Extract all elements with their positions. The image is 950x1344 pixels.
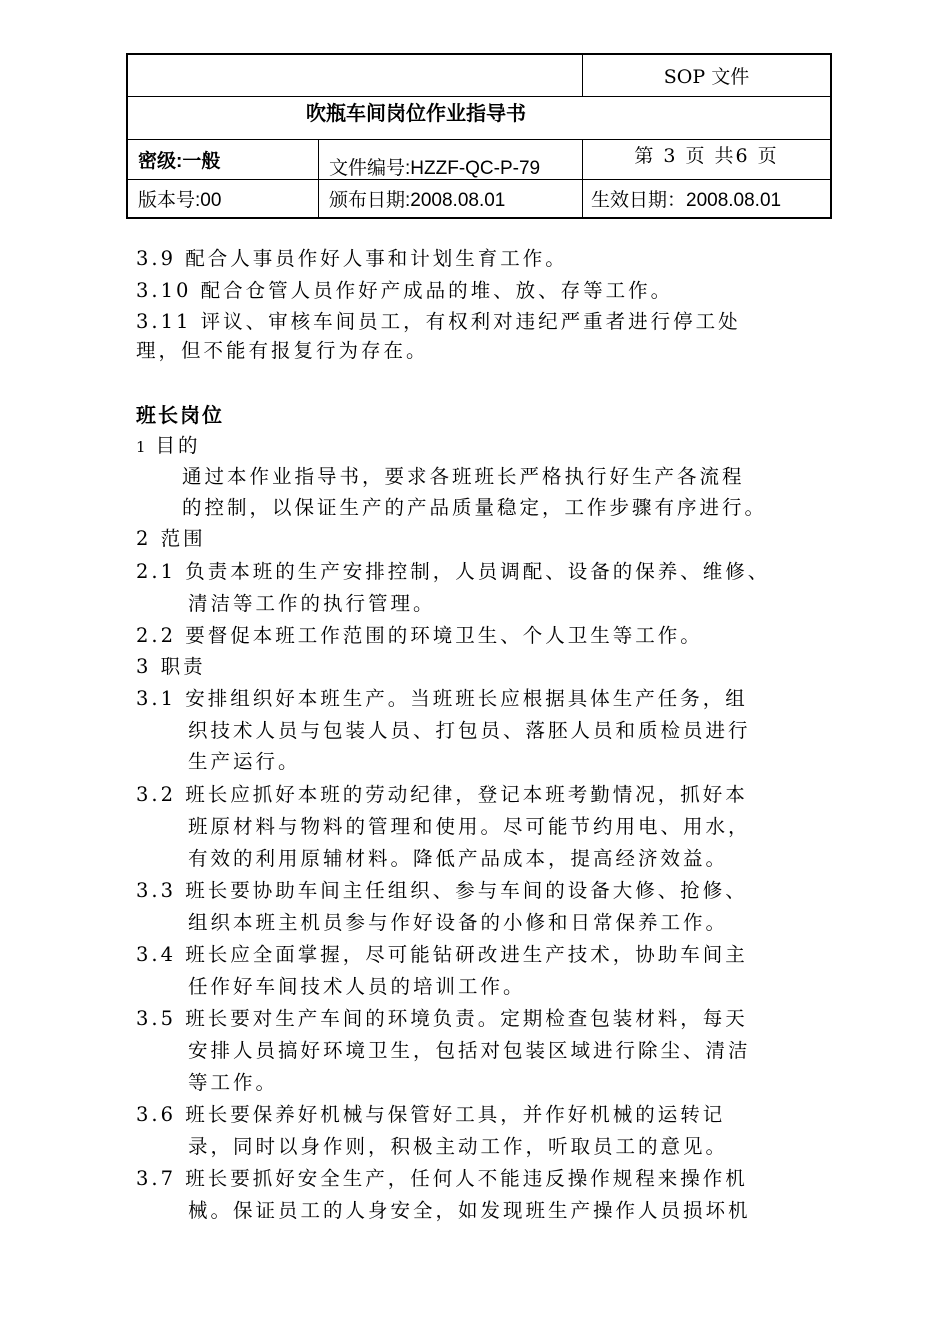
subsection-heading-duties: 3 职责 [136,655,206,678]
body-line: 清洁等工作的执行管理。 [188,592,436,615]
page-info: 第 3 页 共6 页 [582,139,830,179]
body-line: 3.10 配合仓管人员作好产成品的堆、放、存等工作。 [136,279,674,302]
body-line: 3.4 班长应全面掌握，尽可能钻研改进生产技术，协助车间主 [136,943,748,966]
body-line: 织技术人员与包装人员、打包员、落胚人员和质检员进行 [188,719,751,742]
effective-date: 生效日期：2008.08.01 [582,179,830,217]
body-line: 3.7 班长要抓好安全生产，任何人不能违反操作规程来操作机 [136,1167,748,1190]
body-line: 安排人员搞好环境卫生，包括对包装区域进行除尘、清洁 [188,1039,751,1062]
header-row-3 [128,139,830,180]
body-line: 有效的利用原辅材料。降低产品成本，提高经济效益。 [188,847,729,870]
subsection-number: 1 [136,438,146,456]
version-number: 版本号:00 [138,189,222,211]
subsection-heading-purpose [136,430,201,458]
body-line: 的控制，以保证生产的产品质量稳定，工作步骤有序进行。 [182,496,768,519]
body-line: 生产运行。 [188,750,301,773]
body-line: 理，但不能有报复行为存在。 [136,339,429,362]
body-line: 3.1 安排组织好本班生产。当班班长应根据具体生产任务，组 [136,687,748,710]
body-line: 班原材料与物料的管理和使用。尽可能节约用电、用水， [188,815,751,838]
body-line: 通过本作业指导书，要求各班班长严格执行好生产各流程 [182,465,745,488]
body-line: 械。保证员工的人身安全，如发现班生产操作人员损坏机 [188,1199,751,1222]
body-line: 2.2 要督促本班工作范围的环境卫生、个人卫生等工作。 [136,624,703,647]
subsection-title: 目的 [155,434,201,457]
document-header-table [126,53,832,219]
section-heading: 班长岗位 [136,403,224,427]
body-line: 3.6 班长要保养好机械与保管好工具，并作好机械的运转记 [136,1103,726,1126]
header-blank-cell [128,55,582,96]
header-row-4 [128,179,830,217]
document-number: 文件编号:HZZF-QC-P-79 [318,139,582,179]
sop-label: SOP 文件 [582,55,830,96]
subsection-heading-scope: 2 范围 [136,527,206,550]
body-line: 3.5 班长要对生产车间的环境负责。定期检查包装材料，每天 [136,1007,748,1030]
header-row-1 [128,55,830,97]
body-line: 3.2 班长应抓好本班的劳动纪律，登记本班考勤情况，抓好本 [136,783,748,806]
body-line: 3.9 配合人事员作好人事和计划生育工作。 [136,247,568,270]
body-line: 3.11 评议、审核车间员工，有权利对违纪严重者进行停工处 [136,310,741,333]
header-row-2 [128,96,830,140]
issue-date: 颁布日期:2008.08.01 [318,179,582,217]
body-line: 任作好车间技术人员的培训工作。 [188,975,526,998]
body-line: 录，同时以身作则，积极主动工作，听取员工的意见。 [188,1135,729,1158]
document-title: 吹瓶车间岗位作业指导书 [306,103,526,125]
body-line: 2.1 负责本班的生产安排控制，人员调配、设备的保养、维修、 [136,560,771,583]
body-line: 3.3 班长要协助车间主任组织、参与车间的设备大修、抢修、 [136,879,748,902]
body-line: 等工作。 [188,1071,279,1094]
body-line: 组织本班主机员参与作好设备的小修和日常保养工作。 [188,911,729,934]
security-level: 密级:一般 [138,150,221,172]
